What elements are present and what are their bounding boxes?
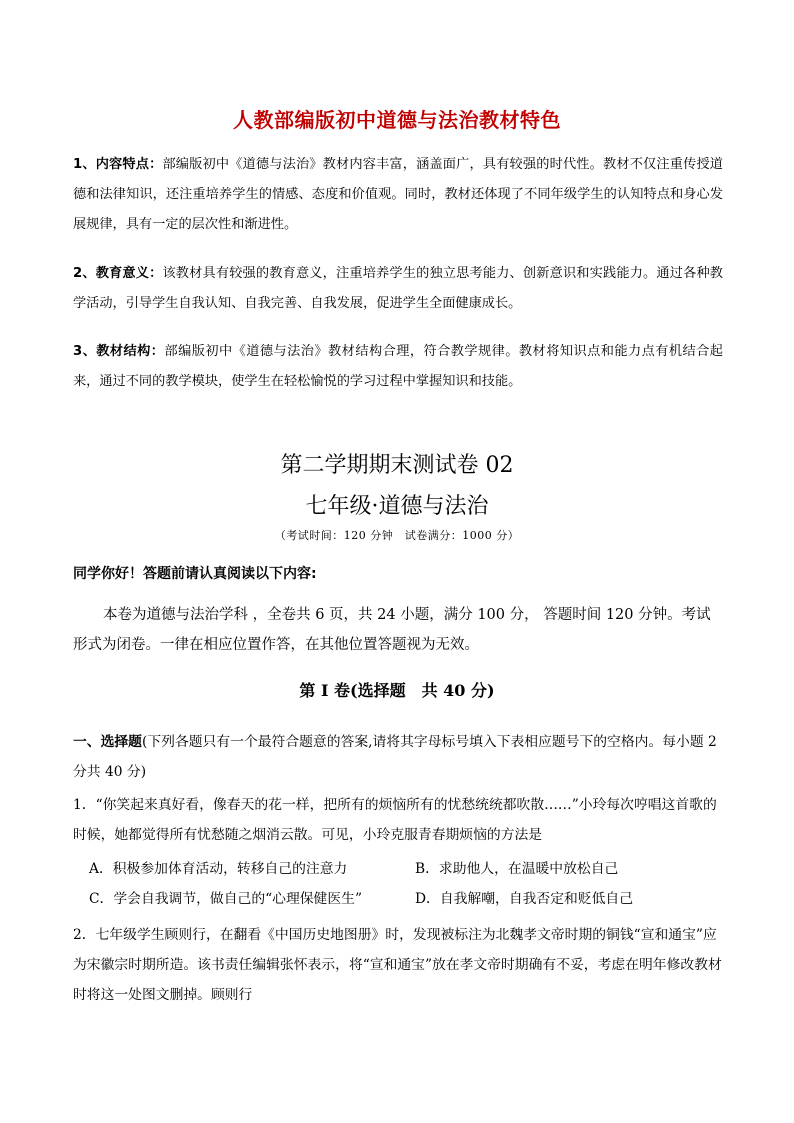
- promo-paragraph-education: [73, 259, 723, 319]
- exam-intro: 本卷为道德与法治学科 ，全卷共 6 页，共 24 小题，满分 100 分， 答题时间 120 分钟。考试形式为闭卷。一律在相应位置作答，在其他位置答题视为无效。: [73, 607, 711, 653]
- choice-instructions-text: (下列各题只有一个最符合题意的答案,请将其字母标号填入下表相应题号下的空格内。每小题 2 分共 40 分): [73, 734, 717, 780]
- promo-paragraph-text: 该教材具有较强的教育意义，注重培养学生的独立思考能力、创新意识和实践能力。通过各种教学活动，引导学生自我认知、自我完善、自我发展，促进学生全面健康成长。: [73, 266, 723, 311]
- promo-paragraph-lead: 2、教育意义：: [73, 266, 163, 281]
- promo-paragraph-structure: [73, 337, 723, 397]
- promo-paragraph-content: [73, 150, 723, 240]
- section-heading: 第 I 卷(选择题 共 40 分): [299, 681, 495, 700]
- question-1-stem: 1．“你笑起来真好看，像春天的花一样，把所有的烦恼所有的忧愁统统都吹散……”小玲每次哼唱这首歌的时候，她都觉得所有忧愁随之烟消云散。可见，小玲克服青春期烦恼的方法是: [73, 797, 717, 843]
- choice-instructions: [73, 727, 723, 787]
- question-1-option-d: D．自我解嘲，自我否定和贬低自己: [415, 891, 634, 907]
- promo-paragraph-text: 部编版初中《道德与法治》教材结构合理，符合教学规律。教材将知识点和能力点有机结合起来，通过不同的教学模块，使学生在轻松愉悦的学习过程中掌握知识和技能。: [73, 344, 723, 389]
- promo-title: 人教部编版初中道德与法治教材特色: [233, 108, 561, 132]
- question-1-option-a: A．积极参加体育活动，转移自己的注意力: [89, 861, 348, 877]
- exam-subtitle: 七年级·道德与法治: [305, 494, 489, 519]
- exam-meta: （考试时间：120 分钟 试卷满分：1000 分）: [274, 529, 520, 542]
- promo-paragraph-text: 部编版初中《道德与法治》教材内容丰富，涵盖面广，具有较强的时代性。教材不仅注重传授道德和法律知识，还注重培养学生的情感、态度和价值观。同时，教材还体现了不同年级学生的认知特点和身心发展规律，具有一定的层次性和渐进性。: [73, 157, 723, 232]
- question-2-stem: 2．七年级学生顾则行，在翻看《中国历史地图册》时，发现被标注为北魏孝文帝时期的铜钱“宣和通宝”应为宋徽宗时期所造。该书责任编辑张怀表示，将“宣和通宝”放在孝文帝时期确有不妥，考虑在明年修改教材时将这一处图文删掉。顾则行: [73, 927, 722, 1003]
- choice-lead: 一、选择题: [73, 734, 142, 750]
- question-1-option-c: C．学会自我调节，做自己的“心理保健医生”: [89, 891, 363, 907]
- exam-greeting: 同学你好！答题前请认真阅读以下内容:: [73, 566, 317, 582]
- exam-title: 第二学期期末测试卷 02: [280, 453, 514, 478]
- question-1-option-b: B．求助他人，在温暖中放松自己: [415, 861, 619, 877]
- promo-paragraph-lead: 3、教材结构：: [73, 344, 165, 359]
- promo-paragraph-lead: 1、内容特点：: [73, 157, 163, 172]
